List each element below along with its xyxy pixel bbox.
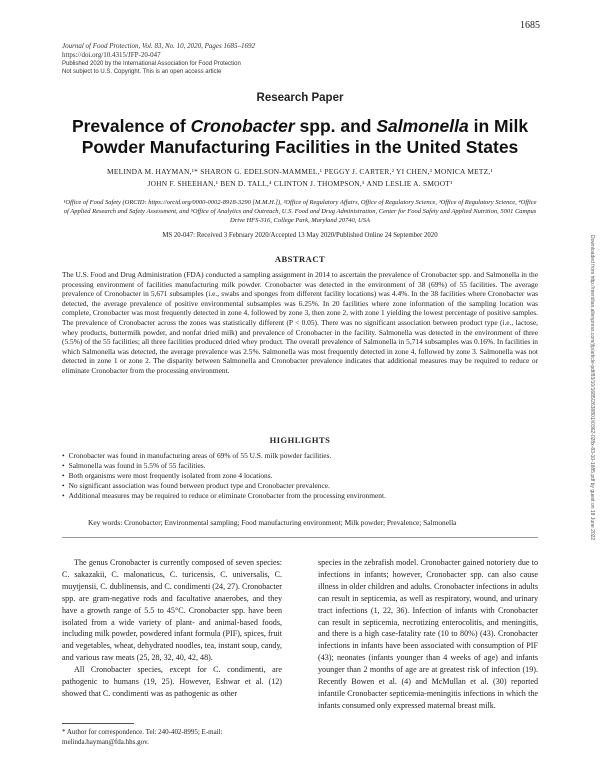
title-part-1: Prevalence of [71, 116, 191, 136]
article-title [40, 116, 560, 158]
highlights-heading: HIGHLIGHTS [269, 435, 331, 445]
copyright-note: Not subject to U.S. Copyright. This is an open access article [62, 69, 222, 75]
section-divider [62, 537, 538, 538]
received-dates: MS 20-047: Received 3 February 2020/Accepted 13 May 2020/Published Online 24 September 2020 [162, 232, 438, 239]
page-number: 1685 [520, 20, 540, 31]
body-column-right [318, 557, 538, 712]
body-paragraph: All Cronobacter species, except for C. condimenti, are pathogenic to humans (19, 25). However, Eshwar et al. (12) showed that C. condimenti was as pathogenic as other [62, 665, 282, 698]
title-part-3: in Milk Powder Manufacturing Facilities in the United States [81, 116, 529, 157]
journal-citation: Journal of Food Protection, Vol. 83, No. 10, 2020, Pages 1685–1692 [62, 42, 256, 50]
body-paragraph: The genus Cronobacter is currently composed of seven species: C. sakazakii, C. malonaticus, C. turicensis, C. universalis, C. muytjensii, C. dublinensis, and C. condimenti (24, 27). Cronobacter spp. are gram-negative rods and facultative anaerobes, and they have a growth range of 5.5 to 45°C. Cronobacter spp. have been isolated from a wide variety of plant- and animal-based foods, including milk powder, powdered infant formula (PIF), spices, fruit and vegetables, wheat, dehydrated noodles, tea, instant soup, candy, and various raw meats (25, 28, 32, 40, 42, 48). [62, 558, 282, 663]
abstract-heading: ABSTRACT [274, 254, 326, 264]
title-genus-cronobacter: Cronobacter [190, 116, 295, 136]
correspondence-footnote [62, 728, 282, 747]
download-sidebar [589, 235, 597, 541]
title-part-2: spp. and [294, 116, 377, 136]
body-column-left [62, 557, 282, 700]
keywords: Key words: Cronobacter; Environmental sampling; Food manufacturing environment; Milk powder; Prevalence; Salmonella [88, 518, 457, 527]
highlight-item: • Both organisms were most frequently isolated from zone 4 locations. [62, 471, 538, 481]
highlight-item: • Salmonella was found in 5.5% of 55 facilities. [62, 461, 538, 471]
abstract-text: The U.S. Food and Drug Administration (FDA) conducted a sampling assignment in 2014 to ascertain the prevalence of Cronobacter spp. and Salmonella in the processing environment of facilities manufacturing milk powder. Cronobacter was detected in the environment of 38 (69%) of 55 facilities. The average prevalence of Cronobacter in 5,671 subsamples (i.e., swabs and sponges from different facility locations) was 4.4%. In the 38 facilities where Cronobacter was detected, the average prevalence of positive environmental subsamples was 6.25%. In 20 facilities where zone information of the sampling location was complete, Cronobacter was most frequently detected in zone 4, followed by zone 3, then zone 2, with zone 1 yielding the lowest percentage of positive samples. The prevalence of Cronobacter across the zones was statistically different (P < 0.05). There was no significant association between product type (i.e., lactose, whey products, buttermilk powder, and nonfat dried milk) and prevalence of Cronobacter in the facility. Salmonella was detected in the environment of three (5.5%) of the 55 facilities; all three facilities produced dried whey product. The overall prevalence of Salmonella in 5,714 subsamples was 0.16%. In facilities in which Salmonella was detected, the average prevalence was 2.5%. Salmonella was most frequently detected in zone 4, followed by zone 3. Salmonella was not detected in zone 1 or zone 2. The disparity between Salmonella and Cronobacter prevalence indicates that additional measures may be required to reduce or eliminate Cronobacter from the processing environment. [62, 270, 538, 375]
affiliations: ¹Office of Food Safety (ORCID: https://orcid.org/0000-0002-8918-3290 [M.M.H.]), ²Office of Regulatory Affairs, Office of Regulatory Science, ³Office of Regulatory Science, ⁴Office of Applied Research and Safety Assessment, and ⁵Office of Analytics and Outreach, U.S. Food and Drug Administration, Center for Food Safety and Applied Nutrition, 5001 Campus Drive HFS-316, College Park, Maryland 20740, USA [63, 199, 537, 224]
author-list [50, 166, 550, 190]
author-email-link[interactable]: melinda.hayman@fda.hhs.gov. [62, 737, 149, 746]
author-line-2: JOHN F. SHEEHAN,¹ BEN D. TALL,⁴ CLINTON J. THOMPSON,⁵ AND LESLIE A. SMOOT¹ [147, 179, 453, 188]
highlight-item: • No significant association was found between product type and Cronobacter prevalence. [62, 481, 538, 491]
download-notice: Downloaded from http://meridian.allenpress.com/jfp/article-pdf/83/10/1685/2638801/i0362-028x-83-10-1685.pdf by guest on 18 June 2022 [589, 235, 595, 541]
doi-link[interactable]: https://doi.org/10.4315/JFP-20-047 [62, 51, 161, 59]
highlight-item: • Additional measures may be required to reduce or eliminate Cronobacter from the processing environment. [62, 491, 538, 501]
footnote-divider [62, 723, 134, 724]
author-line-1: MELINDA M. HAYMAN,¹* SHARON G. EDELSON-MAMMEL,¹ PEGGY J. CARTER,² YI CHEN,³ MONICA METZ,¹ [107, 167, 493, 176]
highlight-item: • Cronobacter was found in manufacturing areas of 69% of 55 U.S. milk powder facilities. [62, 451, 538, 461]
publisher-note: Published 2020 by the International Association for Food Protection [62, 61, 241, 67]
title-genus-salmonella: Salmonella [376, 116, 469, 136]
body-paragraph: species in the zebrafish model. Cronobacter gained notoriety due to infections in infants; however, Cronobacter spp. can also cause illness in older children and adults. Cronobacter infections in adults can result in septicemia, as well as respiratory, wound, and urinary tract infections (1, 22, 36). Infection of infants with Cronobacter can result in septicemia, necrotizing enterocolitis, and meningitis, and there is a high case-fatality rate (10 to 80%) (43). Cronobacter infections in infants have been associated with consumption of PIF (43); neonates (infants younger than 4 weeks of age) and infants younger than 2 months of age are at greatest risk of infection (19). Recently Bowen et al. (4) and McMullan et al. (30) reported infantile Cronobacter septicemia-meningitis infections in which the infants consumed only expressed maternal breast milk. [318, 558, 538, 710]
section-type: Research Paper [256, 92, 344, 104]
highlights-list [62, 451, 538, 501]
footnote-line-1: * Author for correspondence. Tel: 240-402-8995; E-mail: [62, 728, 223, 736]
